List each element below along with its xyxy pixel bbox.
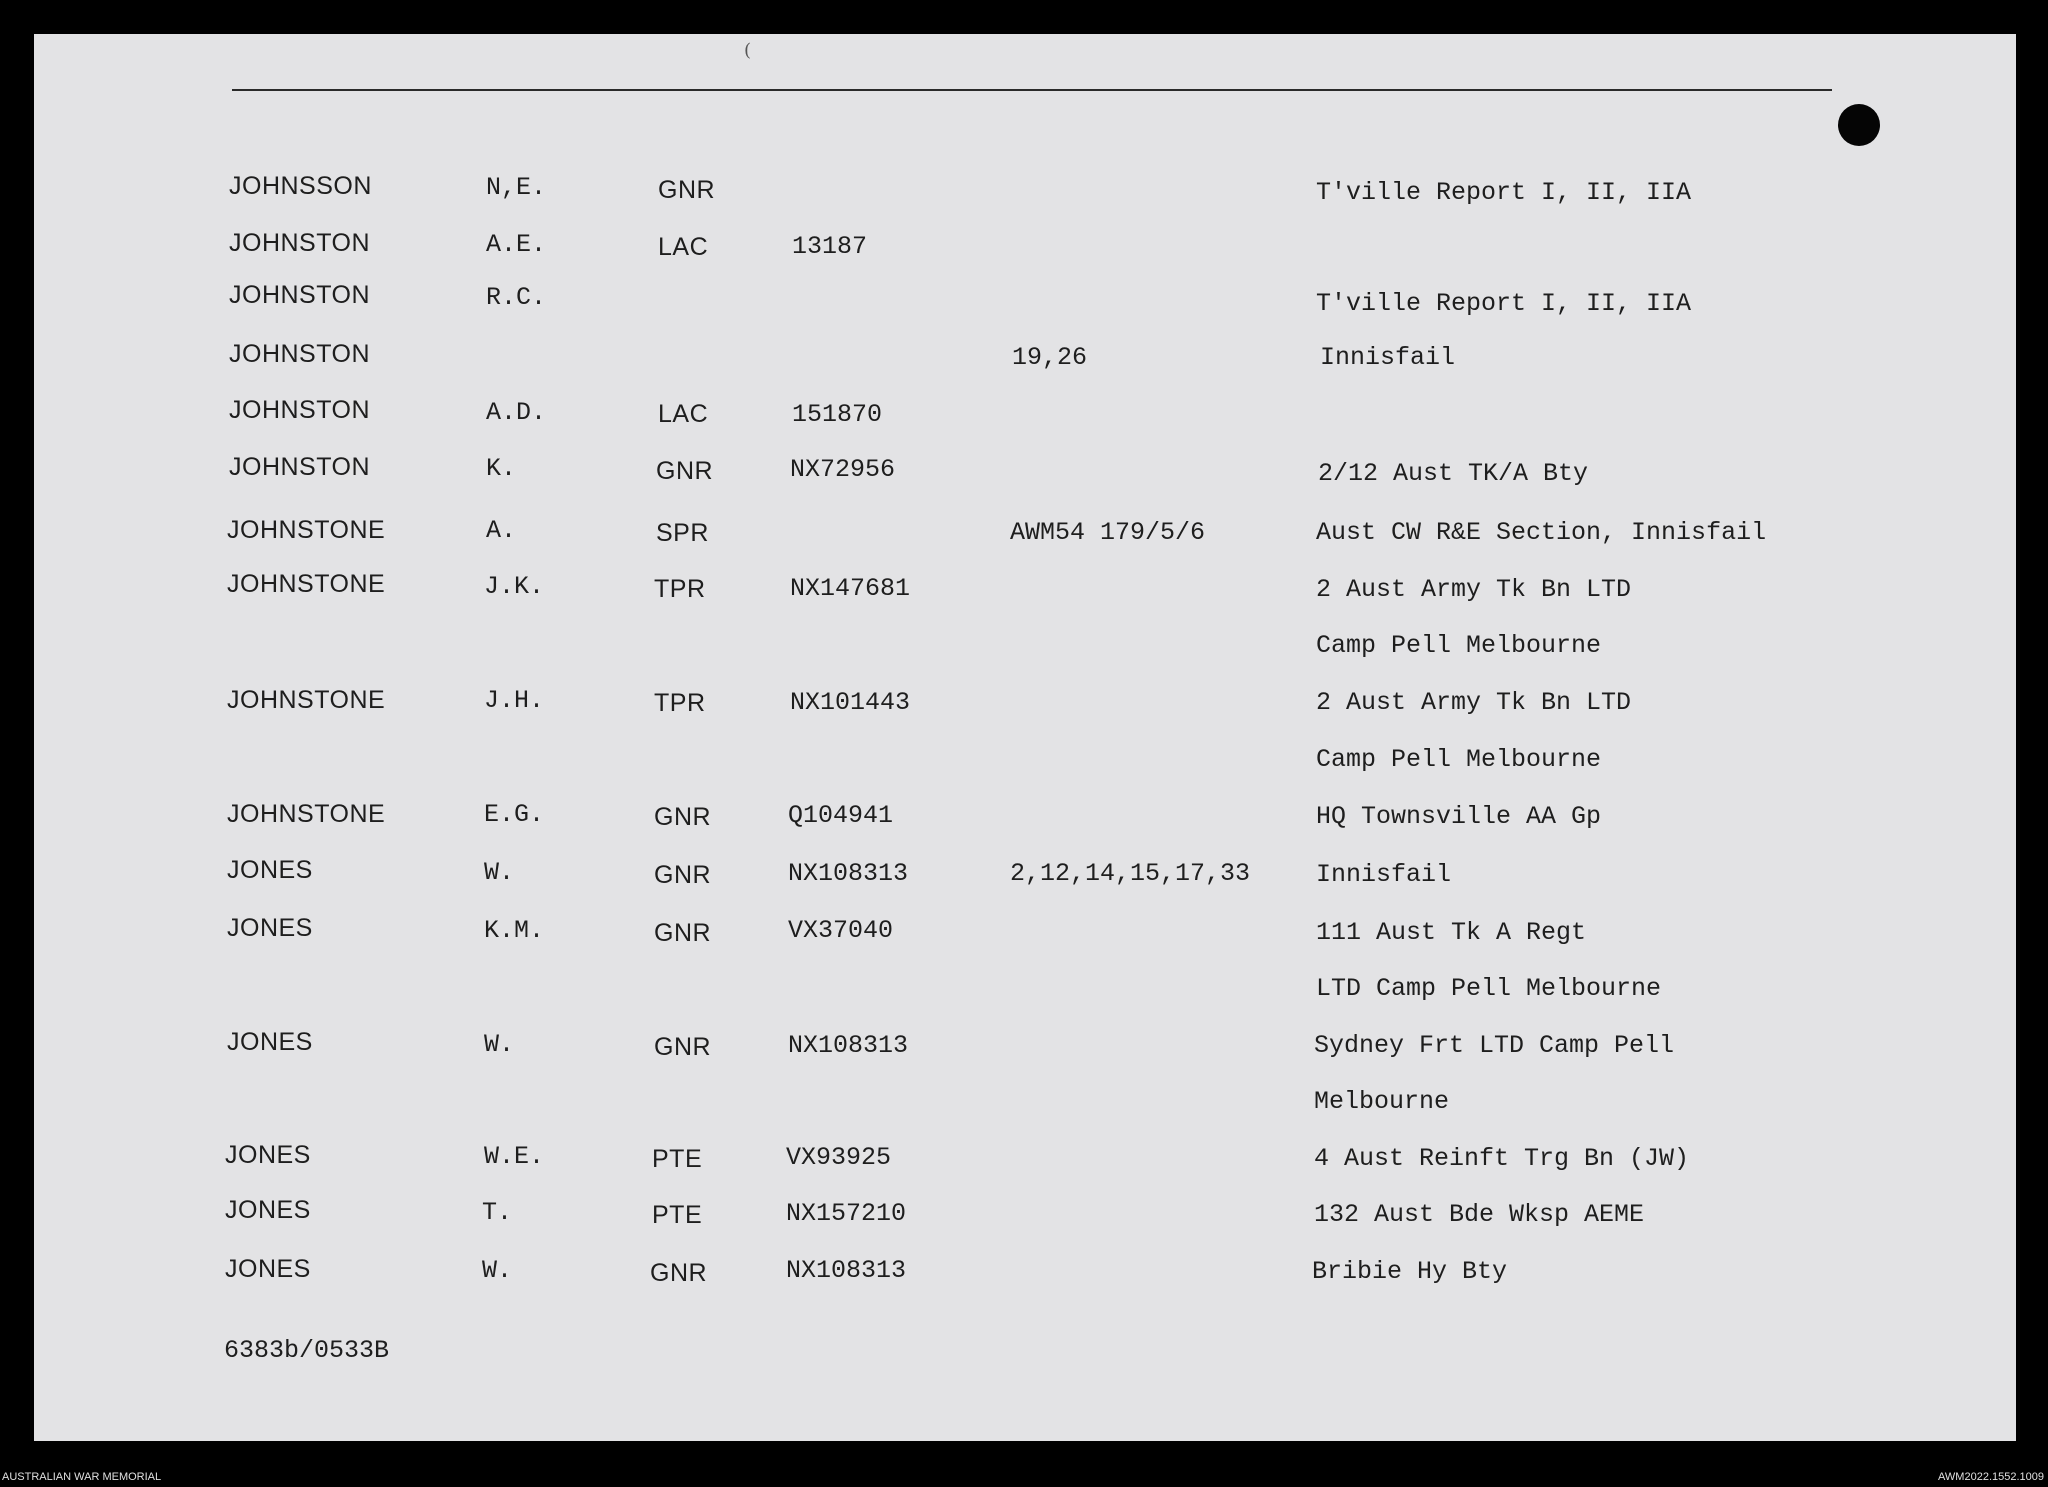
document-page	[34, 34, 2016, 1441]
table-row-initials: A.D.	[486, 398, 547, 427]
table-row-surname: JOHNSTONE	[227, 686, 386, 714]
table-row-number: NX147681	[790, 574, 911, 603]
table-row-initials: J.H.	[484, 686, 545, 715]
table-row-rank: LAC	[658, 400, 709, 428]
table-row-number: NX108313	[788, 859, 909, 888]
table-row-unit: HQ Townsville AA Gp	[1316, 802, 1602, 831]
archive-credit: AUSTRALIAN WAR MEMORIAL	[2, 1471, 162, 1483]
table-row-initials: K.	[486, 454, 517, 483]
table-row-unit: 132 Aust Bde Wksp AEME	[1314, 1200, 1645, 1229]
table-row-surname: JOHNSTON	[229, 396, 371, 424]
table-row-initials: W.	[482, 1256, 513, 1285]
table-row-rank: PTE	[652, 1201, 703, 1229]
table-row-number: NX157210	[786, 1199, 907, 1228]
table-row-number: VX93925	[786, 1143, 892, 1172]
table-row-unit-continued: Melbourne	[1314, 1087, 1450, 1116]
table-row-number: 151870	[792, 400, 883, 429]
table-row-rank: PTE	[652, 1145, 703, 1173]
table-row-pages: 19,26	[1012, 343, 1088, 372]
table-row-rank: GNR	[654, 861, 712, 889]
table-row-number: NX101443	[790, 688, 911, 717]
table-row-unit: 2/12 Aust TK/A Bty	[1318, 459, 1589, 488]
table-row-unit: Innisfail	[1320, 343, 1456, 372]
table-row-unit: T'ville Report I, II, IIA	[1316, 178, 1692, 207]
table-row-initials: R.C.	[486, 283, 547, 312]
table-row-pages: AWM54 179/5/6	[1010, 518, 1206, 547]
table-row-rank: GNR	[656, 457, 714, 485]
table-row-number: VX37040	[788, 916, 894, 945]
table-row-rank: TPR	[654, 575, 706, 603]
table-row-number: 13187	[792, 232, 868, 261]
table-row-rank: GNR	[658, 176, 716, 204]
table-row-unit: 111 Aust Tk A Regt	[1316, 918, 1587, 947]
punch-hole	[1838, 104, 1880, 146]
table-row-initials: W.	[484, 1030, 515, 1059]
table-row-rank: GNR	[654, 803, 712, 831]
table-row-rank: GNR	[654, 1033, 712, 1061]
table-row-surname: JONES	[227, 914, 313, 942]
table-row-initials: N,E.	[486, 173, 547, 202]
table-row-surname: JOHNSTON	[229, 340, 371, 368]
table-row-surname: JOHNSTONE	[227, 570, 386, 598]
table-row-surname: JOHNSTONE	[227, 800, 386, 828]
table-row-surname: JOHNSSON	[229, 172, 372, 200]
table-row-rank: SPR	[656, 519, 709, 547]
archive-id: AWM2022.1552.1009	[1938, 1471, 2044, 1483]
table-row-surname: JONES	[225, 1255, 311, 1283]
table-row-surname: JONES	[227, 1028, 313, 1056]
table-row-number: NX108313	[786, 1256, 907, 1285]
table-row-surname: JONES	[225, 1196, 311, 1224]
table-row-unit-continued: Camp Pell Melbourne	[1316, 631, 1602, 660]
table-row-initials: A.	[486, 516, 517, 545]
pen-mark: (	[744, 40, 752, 61]
table-row-unit: 2 Aust Army Tk Bn LTD	[1316, 688, 1632, 717]
table-row-number: NX108313	[788, 1031, 909, 1060]
table-row-unit: Bribie Hy Bty	[1312, 1257, 1508, 1286]
table-row-unit: Sydney Frt LTD Camp Pell	[1314, 1031, 1675, 1060]
table-row-initials: T.	[482, 1198, 513, 1227]
table-row-initials: K.M.	[484, 916, 545, 945]
table-row-surname: JOHNSTON	[229, 229, 371, 257]
table-row-initials: E.G.	[484, 800, 545, 829]
table-row-unit-continued: LTD Camp Pell Melbourne	[1316, 974, 1662, 1003]
table-row-rank: GNR	[650, 1259, 708, 1287]
table-row-pages: 2,12,14,15,17,33	[1010, 859, 1251, 888]
table-row-initials: J.K.	[484, 572, 545, 601]
table-row-unit: 4 Aust Reinft Trg Bn (JW)	[1314, 1144, 1690, 1173]
table-row-rank: TPR	[654, 689, 706, 717]
table-row-unit-continued: Camp Pell Melbourne	[1316, 745, 1602, 774]
table-row-initials: W.E.	[484, 1142, 545, 1171]
table-row-surname: JONES	[227, 856, 313, 884]
table-row-surname: JONES	[225, 1141, 311, 1169]
document-reference: 6383b/0533B	[224, 1336, 390, 1365]
table-row-unit: Innisfail	[1316, 860, 1452, 889]
table-row-rank: LAC	[658, 233, 709, 261]
header-rule	[232, 89, 1832, 91]
table-row-number: Q104941	[788, 801, 894, 830]
table-row-number: NX72956	[790, 455, 896, 484]
table-row-unit: Aust CW R&E Section, Innisfail	[1316, 518, 1767, 547]
table-row-surname: JOHNSTON	[229, 281, 371, 309]
table-row-rank: GNR	[654, 919, 712, 947]
table-row-surname: JOHNSTONE	[227, 516, 386, 544]
table-row-unit: 2 Aust Army Tk Bn LTD	[1316, 575, 1632, 604]
table-row-initials: A.E.	[486, 230, 547, 259]
table-row-unit: T'ville Report I, II, IIA	[1316, 289, 1692, 318]
table-row-initials: W.	[484, 858, 515, 887]
table-row-surname: JOHNSTON	[229, 453, 371, 481]
